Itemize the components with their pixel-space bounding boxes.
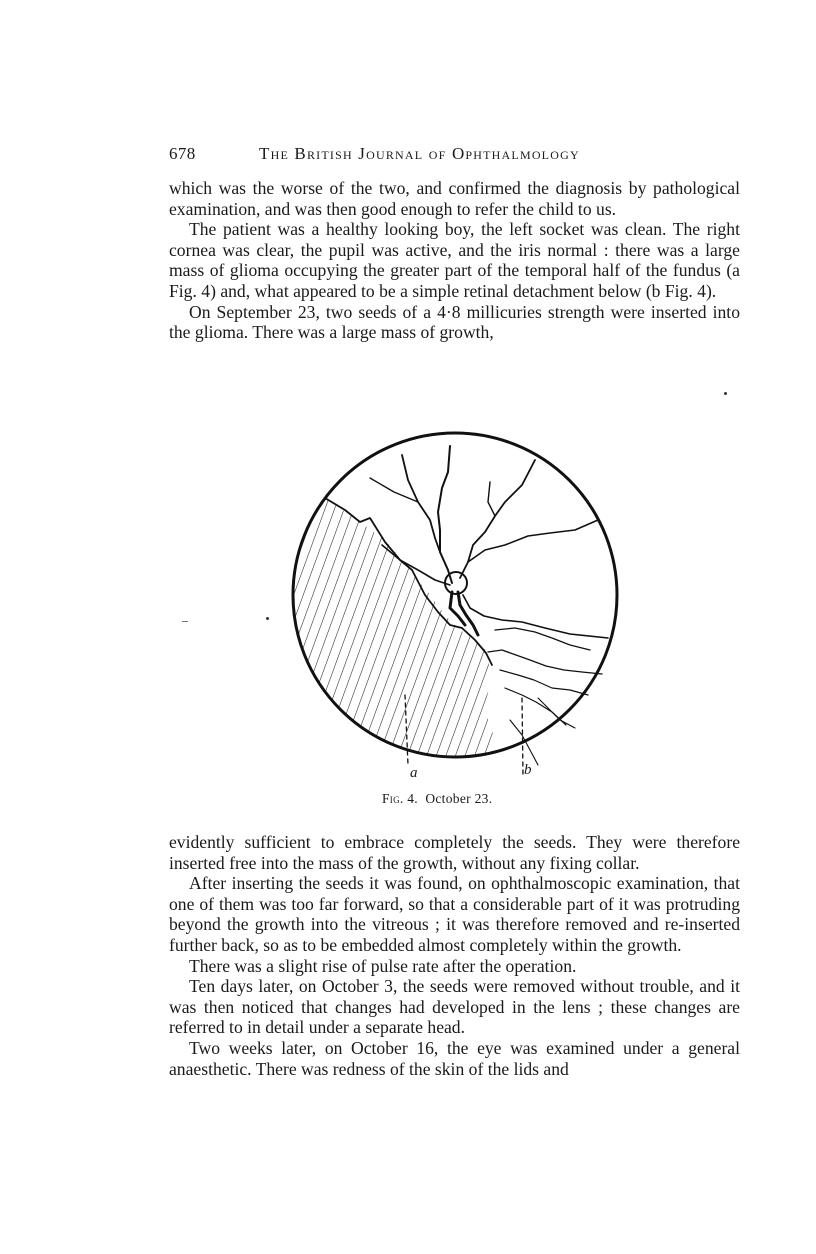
paragraph-pulse: There was a slight rise of pulse rate after the operation.: [189, 955, 577, 976]
text-block-top: [169, 178, 740, 343]
detachment-fold: [495, 628, 590, 650]
paragraph-continuation: evidently sufficient to embrace completely the seeds. They were therefore inserted free into the mass of the growth, without any fixing collar.: [169, 832, 740, 873]
figure-caption: [382, 791, 492, 807]
print-speck: [182, 621, 188, 622]
paragraph-inserting: After inserting the seeds it was found, on ophthalmoscopic examination, that one of them was too far forward, so that a considerable part of it was protruding beyond the growth into the vitreous ; it was therefore removed and re-inserted further back, so as to be embedded almost completely within the growth.: [169, 873, 740, 955]
caption-date: October 23.: [425, 791, 493, 806]
paragraph-ten-days: Ten days later, on October 3, the seeds were removed without trouble, and it was then noticed that changes had developed in the lens ; these changes are referred to in detail under a separate head.: [169, 976, 740, 1038]
vessel: [468, 520, 598, 562]
detachment-fold: [488, 650, 602, 674]
vessel: [370, 478, 418, 502]
paragraph-two-weeks: Two weeks later, on October 16, the eye was examined under a general anaesthetic. There was redness of the skin of the lids and: [169, 1037, 740, 1079]
text-block-bottom: [169, 832, 740, 1079]
page-number: 678: [169, 144, 196, 163]
vessel: [488, 482, 495, 516]
detachment-fold: [538, 698, 575, 728]
paragraph-continuation: which was the worse of the two, and confirmed the diagnosis by pathological examination, and was then good enough to refer the child to us.: [169, 178, 740, 219]
print-speck: [266, 617, 269, 620]
print-speck: [724, 392, 727, 395]
figure-label-a: a: [410, 765, 418, 781]
caption-figure-number: Fig. 4.: [382, 791, 418, 806]
journal-title: The British Journal of Ophthalmology: [259, 144, 580, 163]
vessel: [402, 455, 440, 552]
optic-disc: [445, 572, 467, 594]
paragraph-patient: The patient was a healthy looking boy, the left socket was clean. The right cornea was clear, the pupil was active, and the iris normal : there was a large mass of glioma occupying the greater part of the temporal half of the fundus (a Fig. 4) and, what appeared to be a simple retinal detachment below (b Fig. 4).: [169, 219, 740, 301]
vessel: [438, 446, 452, 583]
figure-label-b: b: [524, 762, 532, 778]
paragraph-september: On September 23, two seeds of a 4·8 millicuries strength were inserted into the glioma. There was a large mass of growth,: [169, 301, 740, 343]
fundus-drawing: [290, 420, 630, 790]
